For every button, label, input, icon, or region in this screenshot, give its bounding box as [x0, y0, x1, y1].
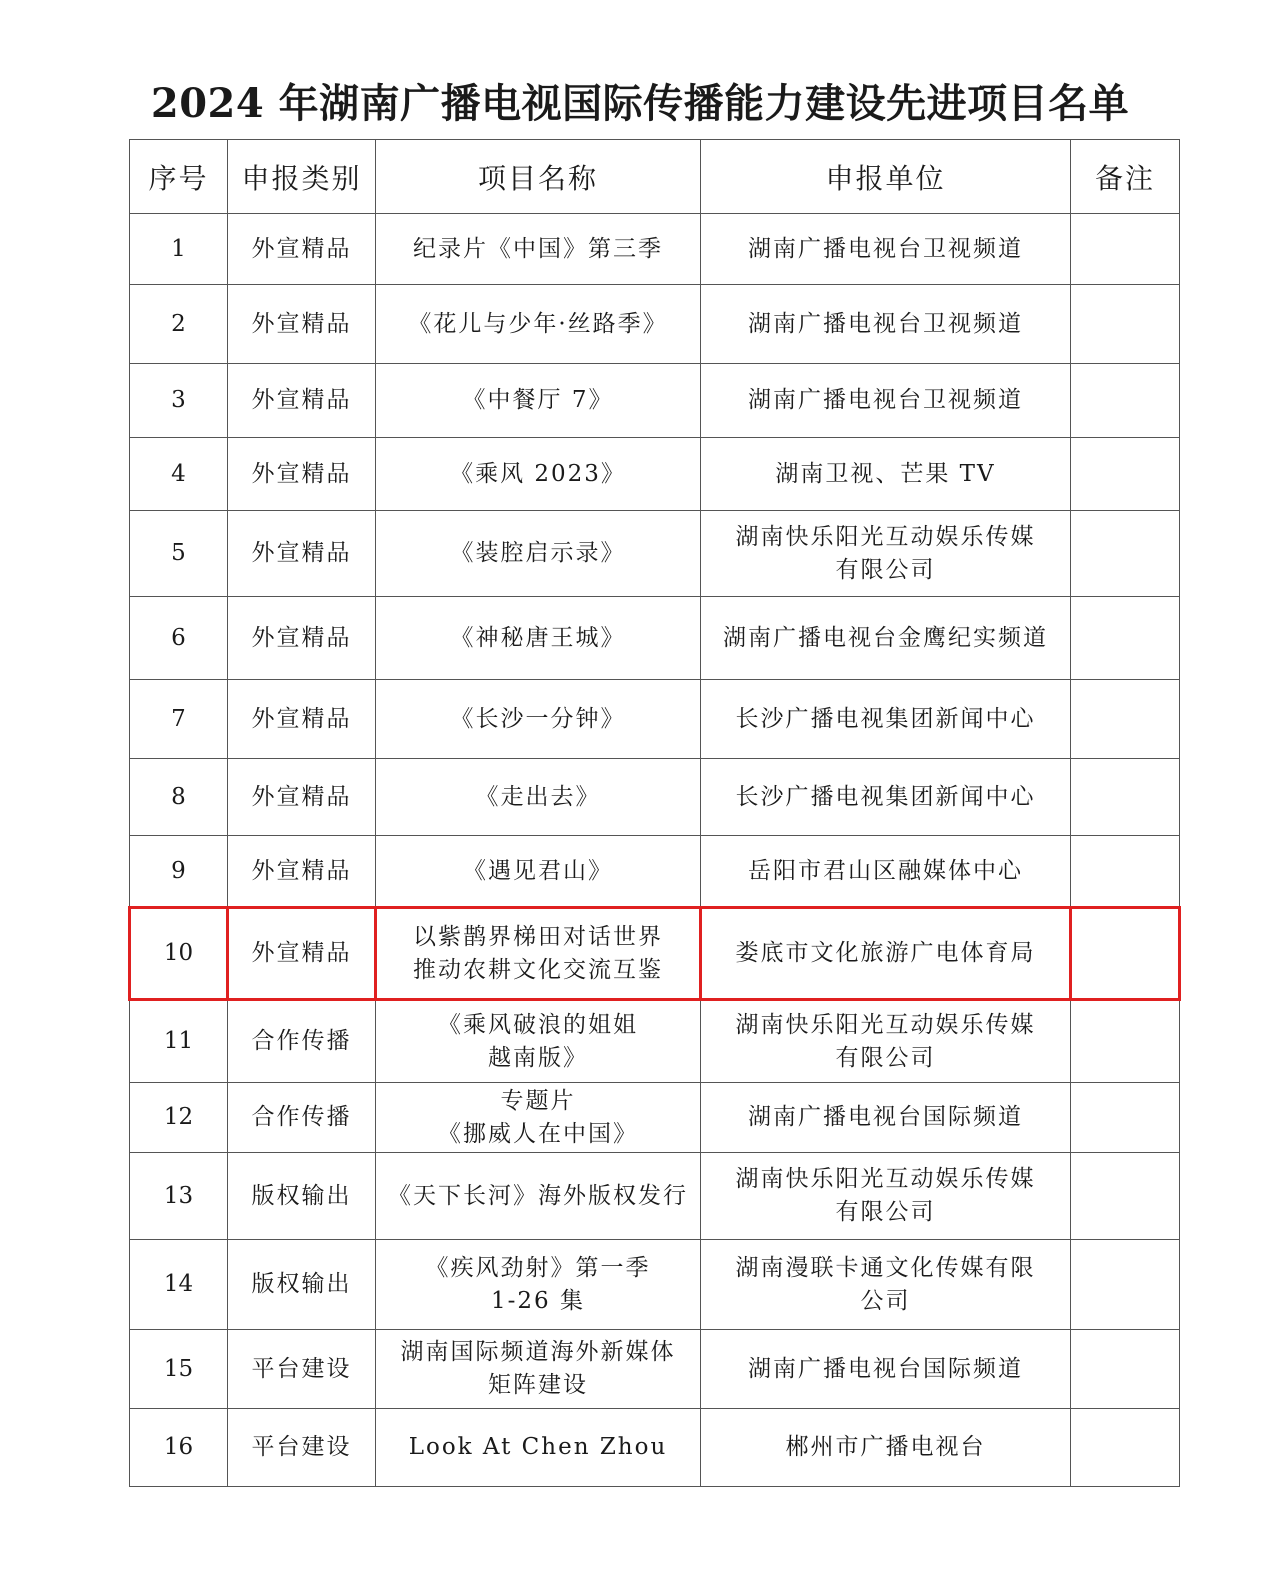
cell-unit-text: 湖南广播电视台国际频道 — [748, 1355, 1023, 1382]
header-remark: 备注 — [1071, 140, 1180, 214]
cell-category — [228, 1240, 376, 1330]
header-project: 项目名称 — [376, 140, 701, 214]
cell-unit — [701, 1330, 1071, 1409]
cell-project-text: 《中餐厅 7》 — [462, 387, 614, 413]
cell-unit-text: 湖南广播电视台金鹰纪实频道 — [723, 624, 1048, 651]
table-row — [130, 1240, 1180, 1330]
cell-project-text: 《乘风破浪的姐姐 越南版》 — [438, 1011, 638, 1071]
cell-category-text: 外宣精品 — [251, 857, 352, 884]
cell-unit — [701, 1409, 1071, 1487]
cell-unit-text: 湖南快乐阳光互动娱乐传媒 有限公司 — [735, 1166, 1036, 1225]
cell-project-text: 《花儿与少年·丝路季》 — [408, 310, 668, 337]
cell-project-text: 湖南国际频道海外新媒体 矩阵建设 — [400, 1339, 676, 1398]
table-row — [130, 1330, 1180, 1409]
cell-project — [376, 836, 701, 908]
cell-index-text: 16 — [163, 1434, 194, 1460]
cell-unit-text: 长沙广播电视集团新闻中心 — [735, 783, 1036, 810]
cell-index — [130, 1240, 228, 1330]
cell-category-text: 外宣精品 — [251, 540, 352, 566]
cell-remark — [1071, 1083, 1180, 1153]
cell-unit — [701, 1240, 1071, 1330]
cell-unit-text: 湖南广播电视台卫视频道 — [748, 387, 1023, 413]
cell-index-text: 15 — [163, 1355, 194, 1382]
cell-index-text: 13 — [163, 1182, 194, 1209]
cell-category-text: 外宣精品 — [251, 387, 352, 413]
cell-category-text: 外宣精品 — [251, 310, 352, 337]
table-row — [130, 1083, 1180, 1153]
cell-remark — [1071, 597, 1180, 680]
cell-category — [228, 759, 376, 836]
cell-index-text: 3 — [171, 387, 186, 413]
cell-unit-text: 湖南快乐阳光互动娱乐传媒 有限公司 — [735, 1011, 1036, 1071]
cell-unit-text: 湖南卫视、芒果 TV — [775, 460, 996, 487]
cell-index — [130, 1330, 228, 1409]
cell-index-text: 1 — [171, 235, 186, 262]
cell-project — [376, 908, 701, 1000]
cell-project — [376, 1409, 701, 1487]
cell-category — [228, 285, 376, 364]
table-row — [130, 680, 1180, 759]
cell-project-text: 《装腔启示录》 — [450, 540, 626, 566]
cell-project — [376, 1330, 701, 1409]
cell-remark — [1071, 285, 1180, 364]
table-row — [130, 597, 1180, 680]
table-row — [130, 1153, 1180, 1240]
cell-category — [228, 438, 376, 511]
cell-unit-text: 娄底市文化旅游广电体育局 — [735, 940, 1036, 966]
cell-index — [130, 908, 228, 1000]
cell-index — [130, 364, 228, 438]
cell-unit — [701, 285, 1071, 364]
cell-unit — [701, 1000, 1071, 1083]
cell-unit-text: 湖南快乐阳光互动娱乐传媒 有限公司 — [735, 523, 1036, 583]
cell-project — [376, 1153, 701, 1240]
cell-index-text: 5 — [171, 540, 186, 566]
cell-index-text: 11 — [163, 1028, 194, 1054]
cell-category — [228, 597, 376, 680]
cell-project — [376, 597, 701, 680]
document-title: 2024 年湖南广播电视国际传播能力建设先进项目名单 — [150, 80, 1130, 127]
cell-index — [130, 511, 228, 597]
cell-remark — [1071, 1000, 1180, 1083]
cell-category — [228, 511, 376, 597]
cell-remark — [1071, 680, 1180, 759]
cell-index-text: 2 — [171, 310, 186, 337]
project-table — [128, 139, 1181, 1487]
header-category: 申报类别 — [228, 140, 376, 214]
cell-unit — [701, 759, 1071, 836]
cell-index — [130, 1409, 228, 1487]
cell-index — [130, 1153, 228, 1240]
cell-category-text: 版权输出 — [251, 1182, 352, 1209]
table-row — [130, 214, 1180, 285]
cell-unit-text: 郴州市广播电视台 — [785, 1434, 986, 1460]
table-body — [130, 214, 1180, 1487]
cell-category — [228, 1330, 376, 1409]
table-row — [130, 836, 1180, 908]
cell-project-text: 专题片 《挪威人在中国》 — [438, 1087, 638, 1147]
cell-unit — [701, 597, 1071, 680]
cell-unit — [701, 438, 1071, 511]
cell-unit-text: 湖南广播电视台卫视频道 — [748, 310, 1023, 337]
cell-unit — [701, 1153, 1071, 1240]
cell-index-text: 7 — [171, 705, 186, 732]
cell-category-text: 外宣精品 — [251, 624, 352, 651]
cell-project — [376, 285, 701, 364]
cell-project — [376, 511, 701, 597]
cell-unit — [701, 1083, 1071, 1153]
cell-category — [228, 836, 376, 908]
cell-index-text: 12 — [163, 1104, 194, 1130]
cell-index-text: 4 — [171, 460, 186, 487]
cell-category — [228, 1083, 376, 1153]
cell-category-text: 版权输出 — [251, 1271, 352, 1297]
cell-project-text: 《神秘唐王城》 — [450, 624, 626, 651]
cell-index — [130, 214, 228, 285]
cell-project — [376, 680, 701, 759]
cell-remark — [1071, 364, 1180, 438]
cell-index — [130, 285, 228, 364]
cell-category-text: 合作传播 — [251, 1104, 352, 1130]
table-row — [130, 1409, 1180, 1487]
cell-remark — [1071, 1409, 1180, 1487]
cell-category-text: 外宣精品 — [251, 460, 352, 487]
cell-category-text: 平台建设 — [251, 1355, 352, 1382]
cell-unit — [701, 214, 1071, 285]
cell-project — [376, 1240, 701, 1330]
cell-unit-text: 湖南广播电视台卫视频道 — [748, 235, 1023, 262]
cell-index — [130, 680, 228, 759]
cell-project — [376, 438, 701, 511]
cell-category-text: 外宣精品 — [251, 783, 352, 810]
cell-remark — [1071, 1330, 1180, 1409]
cell-project — [376, 364, 701, 438]
cell-unit-text: 长沙广播电视集团新闻中心 — [735, 705, 1036, 732]
table-row — [130, 759, 1180, 836]
cell-remark — [1071, 908, 1180, 1000]
cell-category — [228, 214, 376, 285]
table-row — [130, 438, 1180, 511]
cell-index — [130, 759, 228, 836]
header-index: 序号 — [130, 140, 228, 214]
cell-unit — [701, 908, 1071, 1000]
table-row — [130, 285, 1180, 364]
cell-unit-text: 湖南漫联卡通文化传媒有限 公司 — [735, 1254, 1036, 1314]
cell-remark — [1071, 1153, 1180, 1240]
cell-project-text: 纪录片《中国》第三季 — [413, 235, 663, 262]
cell-index — [130, 438, 228, 511]
cell-remark — [1071, 214, 1180, 285]
cell-remark — [1071, 511, 1180, 597]
cell-category-text: 合作传播 — [251, 1028, 352, 1054]
cell-remark — [1071, 836, 1180, 908]
cell-index — [130, 1083, 228, 1153]
cell-unit — [701, 680, 1071, 759]
table-row — [130, 1000, 1180, 1083]
cell-project-text: 《天下长河》海外版权发行 — [388, 1182, 688, 1209]
cell-project-text: 《遇见君山》 — [463, 857, 613, 884]
cell-index — [130, 836, 228, 908]
cell-index-text: 8 — [171, 783, 186, 810]
cell-project-text: 以紫鹊界梯田对话世界 推动农耕文化交流互鉴 — [413, 923, 663, 983]
cell-project — [376, 1083, 701, 1153]
cell-unit — [701, 364, 1071, 438]
cell-unit — [701, 511, 1071, 597]
cell-category-text: 外宣精品 — [251, 940, 352, 966]
cell-category — [228, 908, 376, 1000]
table-row-highlighted — [130, 908, 1180, 1000]
cell-project — [376, 1000, 701, 1083]
cell-project-text: 《走出去》 — [475, 783, 601, 810]
cell-project-text: 《乘风 2023》 — [450, 460, 626, 487]
cell-remark — [1071, 1240, 1180, 1330]
cell-remark — [1071, 759, 1180, 836]
header-unit: 申报单位 — [701, 140, 1071, 214]
cell-category — [228, 1000, 376, 1083]
cell-project — [376, 214, 701, 285]
cell-category — [228, 1409, 376, 1487]
cell-index — [130, 1000, 228, 1083]
table-row — [130, 364, 1180, 438]
cell-index-text: 10 — [163, 940, 194, 966]
cell-unit — [701, 836, 1071, 908]
cell-project — [376, 759, 701, 836]
table-row — [130, 511, 1180, 597]
cell-index-text: 6 — [171, 624, 186, 651]
cell-index-text: 9 — [171, 857, 186, 884]
cell-project-text: 《长沙一分钟》 — [450, 705, 626, 732]
cell-project-text: Look At Chen Zhou — [408, 1434, 668, 1460]
cell-category — [228, 364, 376, 438]
cell-unit-text: 湖南广播电视台国际频道 — [748, 1104, 1023, 1130]
cell-category-text: 外宣精品 — [251, 705, 352, 732]
cell-project-text: 《疾风劲射》第一季 1-26 集 — [425, 1254, 651, 1314]
cell-index-text: 14 — [163, 1271, 194, 1297]
cell-category — [228, 1153, 376, 1240]
cell-remark — [1071, 438, 1180, 511]
table-header-row — [130, 140, 1180, 214]
cell-category — [228, 680, 376, 759]
cell-category-text: 平台建设 — [251, 1434, 352, 1460]
cell-category-text: 外宣精品 — [251, 235, 352, 262]
cell-index — [130, 597, 228, 680]
cell-unit-text: 岳阳市君山区融媒体中心 — [748, 857, 1023, 884]
